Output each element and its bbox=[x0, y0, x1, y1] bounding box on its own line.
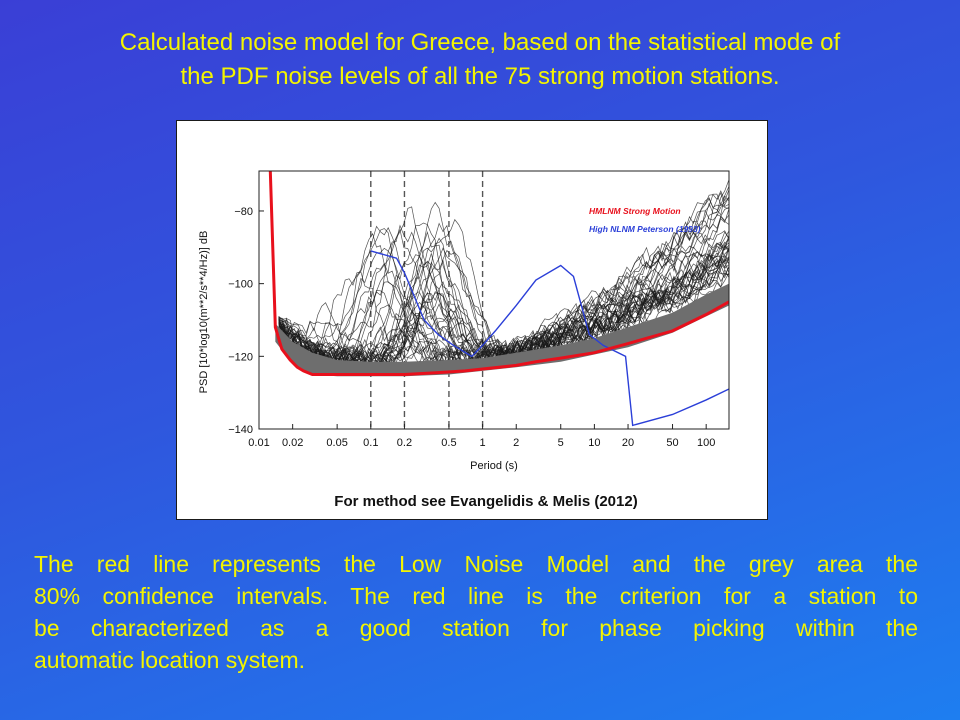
x-tick-label: 5 bbox=[557, 437, 564, 449]
x-tick-label: 20 bbox=[621, 437, 635, 449]
explanation-line-1: The red line represents the Low Noise Model and the grey area the bbox=[34, 551, 918, 577]
slide-title bbox=[30, 26, 930, 94]
x-tick-label: 100 bbox=[697, 437, 716, 449]
slide-title-line-2: the PDF noise levels of all the 75 strong motion stations. bbox=[180, 63, 780, 90]
psd-chart bbox=[177, 121, 767, 519]
x-tick-label: 0.02 bbox=[281, 437, 304, 449]
explanation-line-3: be characterized as a good station for phase picking within the bbox=[34, 615, 918, 641]
x-tick-label: 1 bbox=[479, 437, 486, 449]
legend-entry-0: HMLNM Strong Motion bbox=[589, 206, 681, 216]
y-tick-label: −120 bbox=[228, 351, 253, 364]
station-psd-curve bbox=[279, 194, 729, 369]
y-axis-label: PSD [10*log10(m**2/s**4/Hz)] dB bbox=[198, 230, 210, 394]
x-axis-label: Period (s) bbox=[470, 460, 518, 472]
y-tick-label: −140 bbox=[228, 424, 253, 436]
y-tick-label: −100 bbox=[228, 278, 253, 291]
legend-entry-1: High NLNM Peterson (1993) bbox=[589, 224, 701, 234]
noise-model-figure bbox=[176, 120, 768, 520]
x-tick-label: 0.1 bbox=[363, 437, 379, 449]
explanation-paragraph bbox=[34, 548, 918, 676]
x-tick-label: 0.05 bbox=[326, 437, 348, 449]
x-tick-label: 2 bbox=[513, 437, 520, 449]
explanation-line-4: automatic location system. bbox=[34, 647, 306, 673]
x-tick-label: 0.2 bbox=[396, 437, 413, 449]
explanation-line-2: 80% confidence intervals. The red line is the criterion for a station to bbox=[34, 583, 918, 609]
x-tick-label: 10 bbox=[588, 437, 601, 449]
x-tick-label: 50 bbox=[666, 437, 679, 449]
station-psd-curve bbox=[279, 190, 729, 371]
slide-title-line-1: Calculated noise model for Greece, based on the statistical mode of bbox=[119, 29, 841, 56]
y-tick-label: −80 bbox=[234, 205, 253, 218]
x-tick-label: 0.01 bbox=[248, 437, 270, 449]
x-tick-label: 0.5 bbox=[441, 437, 457, 449]
figure-caption: For method see Evangelidis & Melis (2012) bbox=[334, 493, 638, 510]
